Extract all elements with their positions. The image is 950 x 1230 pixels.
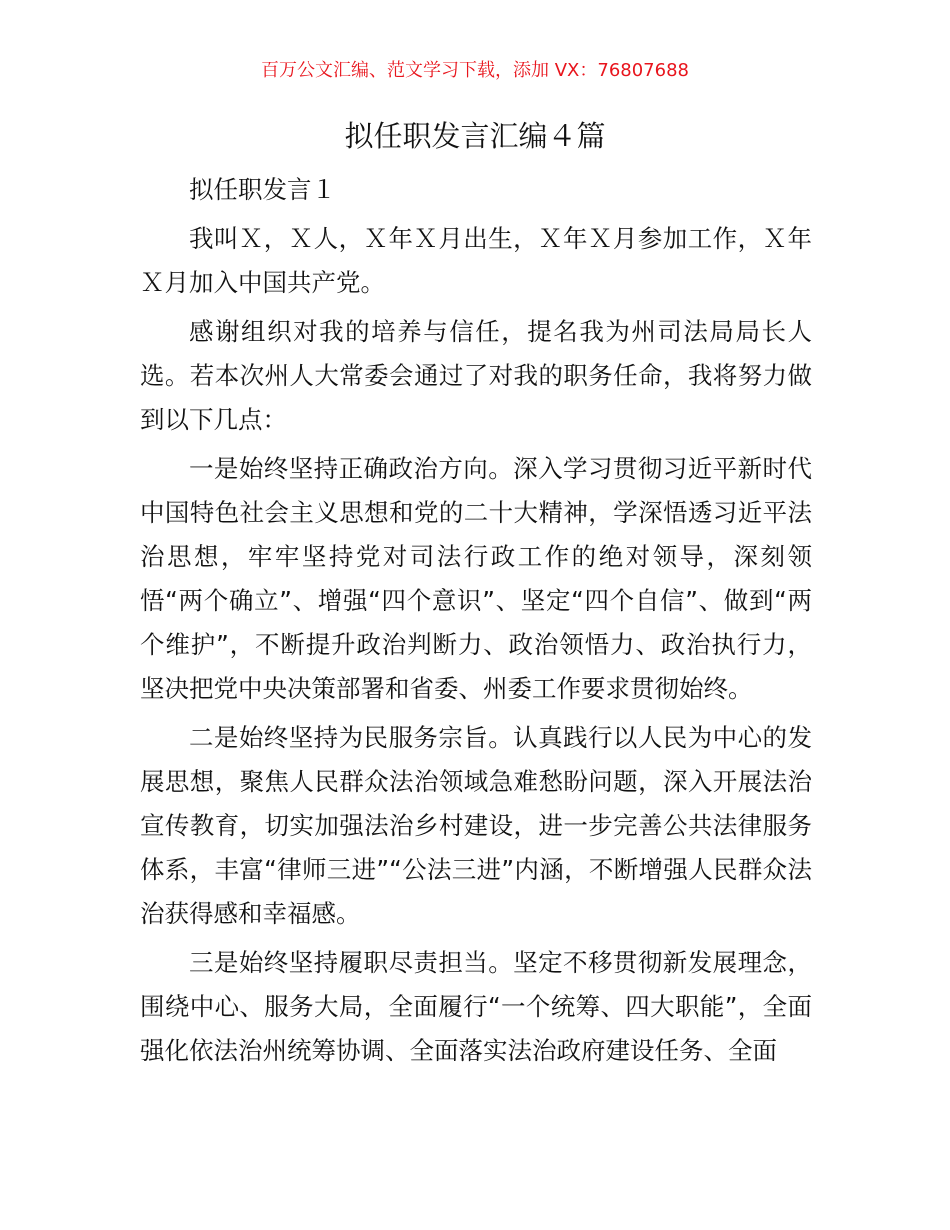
watermark-header: 百万公文汇编、范文学习下载，添加 VX：76807688 [261,60,689,81]
paragraph: 二是始终坚持为民服务宗旨。认真践行以人民为中心的发展思想，聚焦人民群众法治领域急难愁盼问题，深入开展法治宣传教育，切实加强法治乡村建设，进一步完善公共法律服务体系，丰富“律师三进”“公法三进”内涵，不断增强人民群众法治获得感和幸福感。 [140,723,812,928]
paragraph: 三是始终坚持履职尽责担当。坚定不移贯彻新发展理念，围绕中心、服务大局，全面履行“一个统筹、四大职能”，全面强化依法治州统筹协调、全面落实法治政府建设任务、全面 [140,948,812,1065]
document-title: 拟任职发言汇编４篇 [344,119,606,153]
paragraph: 一是始终坚持正确政治方向。深入学习贯彻习近平新时代中国特色社会主义思想和党的二十大精神，学深悟透习近平法治思想，牢牢坚持党对司法行政工作的绝对领导，深刻领悟“两个确立”、增强“四个意识”、坚定“四个自信”、做到“两个维护”，不断提升政治判断力、政治领悟力、政治执行力，坚决把党中央决策部署和省委、州委工作要求贯彻始终。 [140,454,812,703]
section-heading: 拟任职发言１ [189,175,336,204]
paragraph: 感谢组织对我的培养与信任，提名我为州司法局局长人选。若本次州人大常委会通过了对我的职务任命，我将努力做到以下几点： [140,317,812,434]
document-body [140,168,812,1078]
paragraph: 我叫Ｘ，Ｘ人，Ｘ年Ｘ月出生，Ｘ年Ｘ月参加工作，Ｘ年Ｘ月加入中国共产党。 [140,224,812,297]
